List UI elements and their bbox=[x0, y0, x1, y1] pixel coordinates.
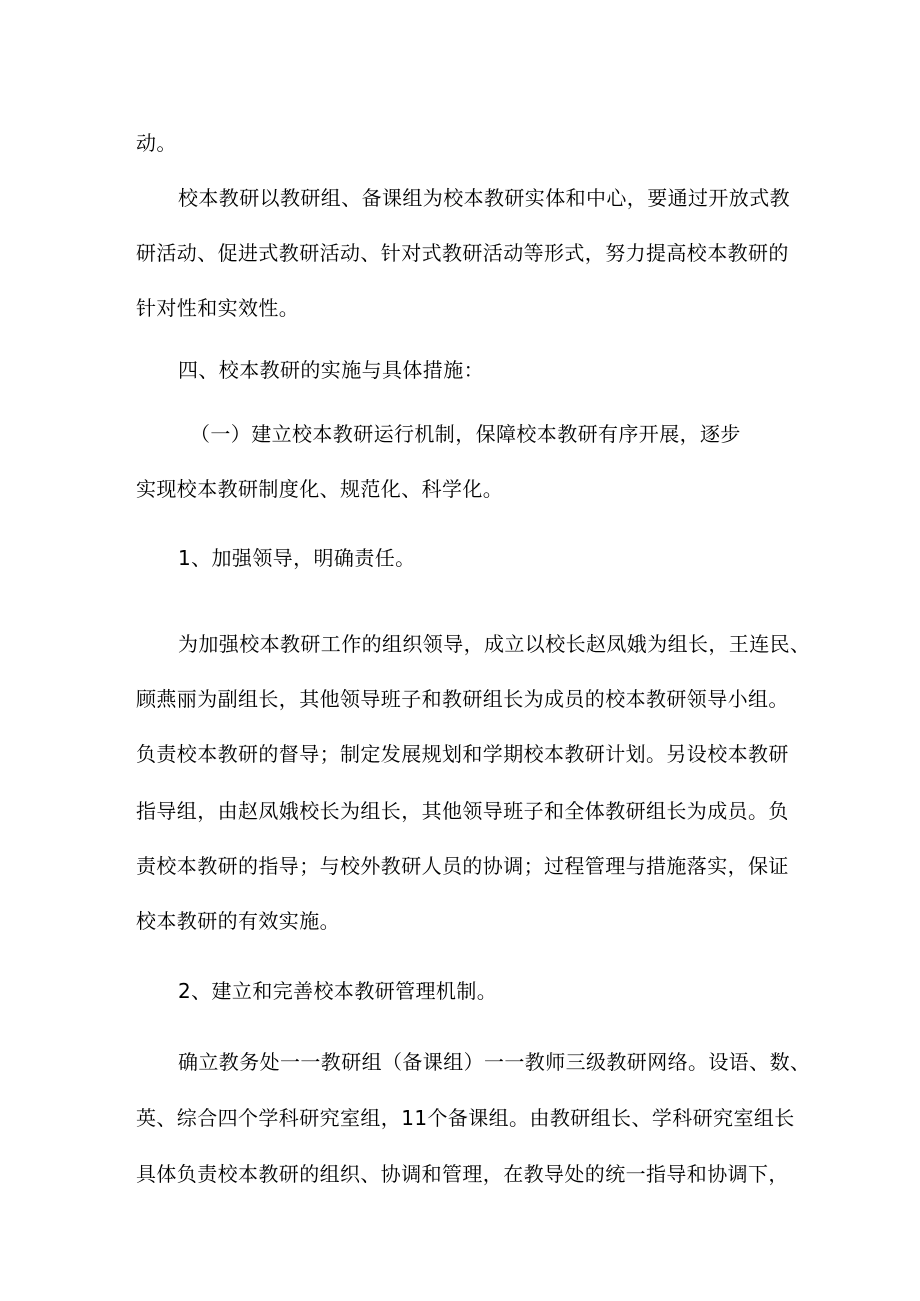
item-heading: 1、加强领导，明确责任。 bbox=[178, 546, 416, 570]
paragraph-line: 校本教研以教研组、备课组为校本教研实体和中心，要通过开放式教 bbox=[178, 186, 790, 210]
item-heading: 2、建立和完善校本教研管理机制。 bbox=[178, 979, 498, 1003]
paragraph-line: 针对性和实效性。 bbox=[136, 296, 300, 320]
paragraph-line: 确立教务处一一教研组（备课组）一一教师三级教研网络。设语、数、 bbox=[178, 1050, 811, 1074]
section-heading: 四、校本教研的实施与具体措施： bbox=[178, 358, 484, 382]
paragraph-line: 为加强校本教研工作的组织领导，成立以校长赵凤娥为组长，王连民、 bbox=[178, 632, 811, 656]
paragraph-line: 具体负责校本教研的组织、协调和管理，在教导处的统一指导和协调下， bbox=[136, 1162, 789, 1186]
text-line: 动。 bbox=[136, 131, 177, 155]
paragraph-line: 责校本教研的指导；与校外教研人员的协调；过程管理与措施落实，保证 bbox=[136, 854, 789, 878]
paragraph-line: 校本教研的有效实施。 bbox=[136, 909, 340, 933]
subsection-heading: （一）建立校本教研运行机制，保障校本教研有序开展，逐步 bbox=[190, 422, 741, 446]
paragraph-line: 研活动、促进式教研活动、针对式教研活动等形式，努力提高校本教研的 bbox=[136, 241, 789, 265]
subsection-heading: 实现校本教研制度化、规范化、科学化。 bbox=[136, 477, 504, 501]
paragraph-line: 指导组，由赵凤娥校长为组长，其他领导班子和全体教研组长为成员。负 bbox=[136, 799, 789, 823]
paragraph-line: 顾燕丽为副组长，其他领导班子和教研组长为成员的校本教研领导小组。 bbox=[136, 687, 789, 711]
paragraph-line: 英、综合四个学科研究室组，11个备课组。由教研组长、学科研究室组长 bbox=[136, 1106, 795, 1130]
paragraph-line: 负责校本教研的督导；制定发展规划和学期校本教研计划。另设校本教研 bbox=[136, 742, 789, 766]
